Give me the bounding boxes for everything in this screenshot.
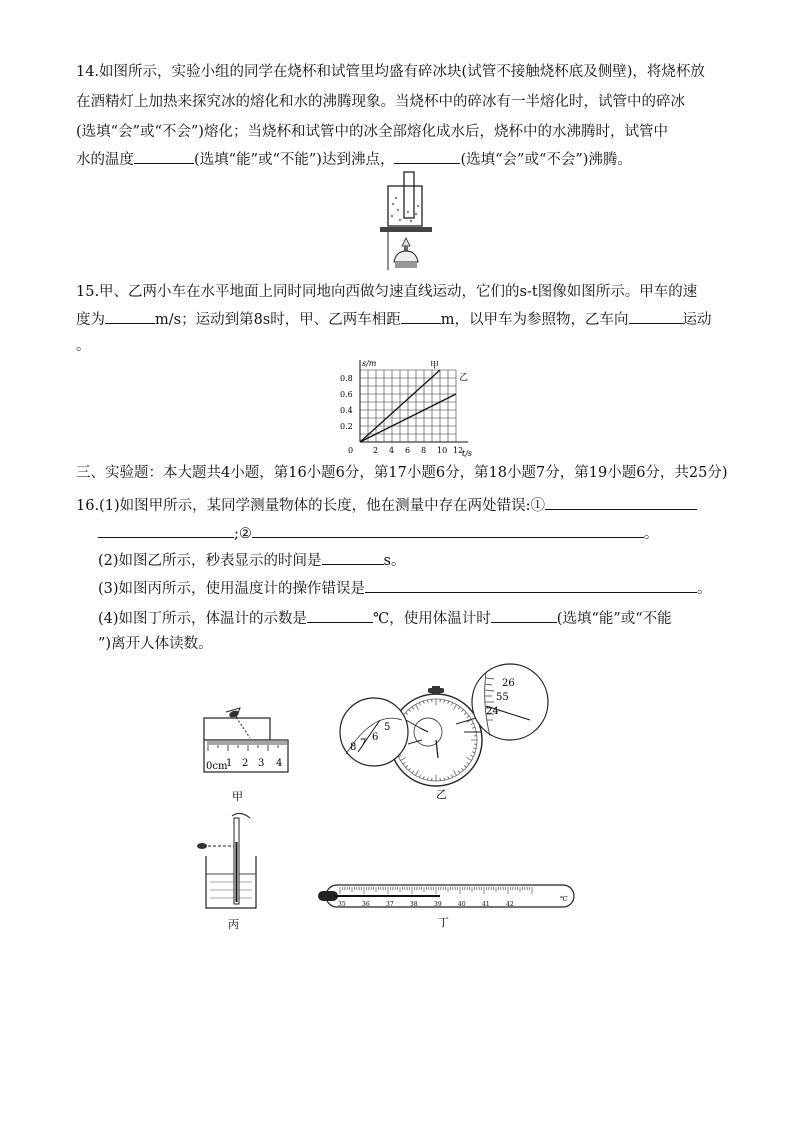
thermo-label: 39 — [434, 901, 442, 908]
answer-blank[interactable] — [491, 608, 557, 623]
q16-part2 — [98, 550, 406, 571]
q16-line1 — [76, 495, 697, 516]
x-tick-label: 6 — [405, 446, 411, 455]
answer-blank[interactable] — [98, 523, 234, 538]
answer-blank[interactable] — [134, 149, 194, 164]
section-heading: 三、实验题：本大题共4小题，第16小题6分，第17小题6分，第18小题7分，第19小题6分，共25分) — [76, 465, 728, 481]
y-axis-label: s/m — [362, 360, 377, 368]
q14-line4-a: 水的温度 — [76, 152, 134, 168]
stopwatch-figure — [336, 658, 558, 802]
q15-line2-b: m/s；运动到第8s时，甲、乙两车相距 — [155, 312, 401, 328]
x-tick-label: 0 — [348, 446, 354, 455]
q16-part3 — [98, 578, 712, 599]
q16-p2-a: (2)如图乙所示，秒表显示的时间是 — [98, 553, 322, 569]
q16-line2 — [98, 523, 658, 544]
caption-yi: 乙 — [436, 788, 447, 801]
ruler-label: 3 — [258, 758, 265, 769]
answer-blank[interactable] — [365, 578, 697, 593]
q15-line3: 。 — [76, 338, 91, 354]
x-tick-label: 12 — [453, 446, 464, 455]
ruler-label: 2 — [242, 758, 249, 769]
thermo-label: 38 — [410, 901, 418, 908]
y-tick-label: 0.8 — [340, 374, 353, 383]
clinical-thermometer-figure — [314, 880, 580, 932]
q16-p4-a: (4)如图丁所示，体温计的示数是 — [98, 611, 308, 627]
thermo-label: 36 — [362, 901, 370, 908]
thermo-unit: ℃ — [560, 895, 568, 903]
beaker-lamp-figure — [378, 170, 434, 274]
q14-line1: 14.如图所示，实验小组的同学在烧杯和试管里均盛有碎冰块(试管不接触烧杯底及侧壁)，将烧杯放 — [76, 64, 705, 80]
thermo-label: 37 — [386, 901, 394, 908]
series-label: 乙 — [459, 373, 469, 383]
q16-p4-c: (选填“能”或“不能 — [556, 611, 672, 627]
st-chart — [336, 360, 480, 458]
answer-blank[interactable] — [307, 608, 373, 623]
q14-line4 — [76, 149, 632, 170]
q15-line2-a: 度为 — [76, 312, 105, 328]
x-axis-label: t/s — [462, 449, 473, 458]
x-tick-label: 4 — [389, 446, 395, 455]
x-tick-label: 2 — [373, 446, 379, 455]
caption-ding: 丁 — [438, 916, 449, 929]
thermo-label: 41 — [482, 901, 490, 908]
q16-line1-a: 16.(1)如图甲所示，某同学测量物体的长度，他在测量中存在两处错误:① — [76, 498, 545, 514]
y-tick-label: 0.6 — [340, 390, 353, 399]
eye-icon — [197, 843, 207, 849]
q14-line4-c: (选填“会”或“不会”)沸腾。 — [460, 152, 632, 168]
q16-p4-b: ℃，使用体温计时 — [373, 611, 491, 627]
q14-line4-b: (选填“能”或“不能”)达到沸点， — [194, 152, 395, 168]
answer-blank[interactable] — [545, 495, 697, 510]
caption-jia: 甲 — [232, 790, 243, 803]
stopwatch-small-label: 8 — [350, 742, 357, 753]
thermo-label: 40 — [458, 901, 466, 908]
y-tick-label: 0.4 — [340, 406, 353, 415]
q16-line2-b: 。 — [643, 526, 659, 542]
stopwatch-small-label: 7 — [360, 738, 367, 749]
y-tick-label: 0.2 — [340, 422, 353, 431]
q16-p3-b: 。 — [697, 581, 712, 597]
q14-line3 — [76, 122, 668, 142]
stopwatch-big-label: 55 — [496, 692, 509, 703]
q15-line1: 15.甲、乙两小车在水平地面上同时同地向西做匀速直线运动，它们的s-t图像如图所示。甲车的速 — [76, 284, 698, 300]
q16-part4 — [98, 608, 672, 629]
ruler-label: 0cm — [206, 761, 228, 772]
caption-bing: 丙 — [228, 918, 239, 931]
stopwatch-small-label: 6 — [372, 732, 379, 743]
ruler-label: 4 — [276, 758, 283, 769]
q15-line2-c: m，以甲车为参照物，乙车向 — [440, 312, 629, 328]
series-label: 甲 — [430, 361, 440, 371]
thermo-label: 35 — [338, 901, 346, 908]
q15-line2-d: 运动 — [682, 312, 712, 328]
q15-line2 — [76, 309, 712, 330]
q16-part4-line2: ”)离开人体读数。 — [98, 636, 213, 652]
q16-p3-a: (3)如图丙所示，使用温度计的操作错误是 — [98, 581, 366, 597]
q14-line2: 在酒精灯上加热来探究冰的熔化和水的沸腾现象。当烧杯中的碎冰有一半熔化时，试管中的碎冰 — [76, 94, 685, 110]
answer-blank[interactable] — [629, 309, 683, 324]
answer-blank[interactable] — [322, 550, 384, 565]
thermo-label: 42 — [506, 901, 514, 908]
answer-blank[interactable] — [105, 309, 155, 324]
q14-line3-text: (选填“会”或“不会”)熔化；当烧杯和试管中的冰全部熔化成水后，烧杯中的水沸腾时，试管中 — [76, 124, 668, 140]
stopwatch-big-label: 26 — [502, 678, 515, 689]
answer-blank[interactable] — [252, 523, 644, 538]
q16-line2-a: ;② — [234, 526, 252, 542]
thermometer-beaker-figure — [192, 812, 272, 932]
ruler-label: 1 — [226, 758, 233, 769]
ruler-figure — [196, 700, 300, 808]
answer-blank[interactable] — [394, 149, 460, 164]
q16-p2-b: s。 — [383, 553, 406, 569]
stopwatch-big-label: 24 — [486, 706, 499, 717]
stopwatch-small-label: 5 — [384, 722, 391, 733]
x-tick-label: 8 — [421, 446, 427, 455]
x-tick-label: 10 — [437, 446, 448, 455]
answer-blank[interactable] — [401, 309, 441, 324]
